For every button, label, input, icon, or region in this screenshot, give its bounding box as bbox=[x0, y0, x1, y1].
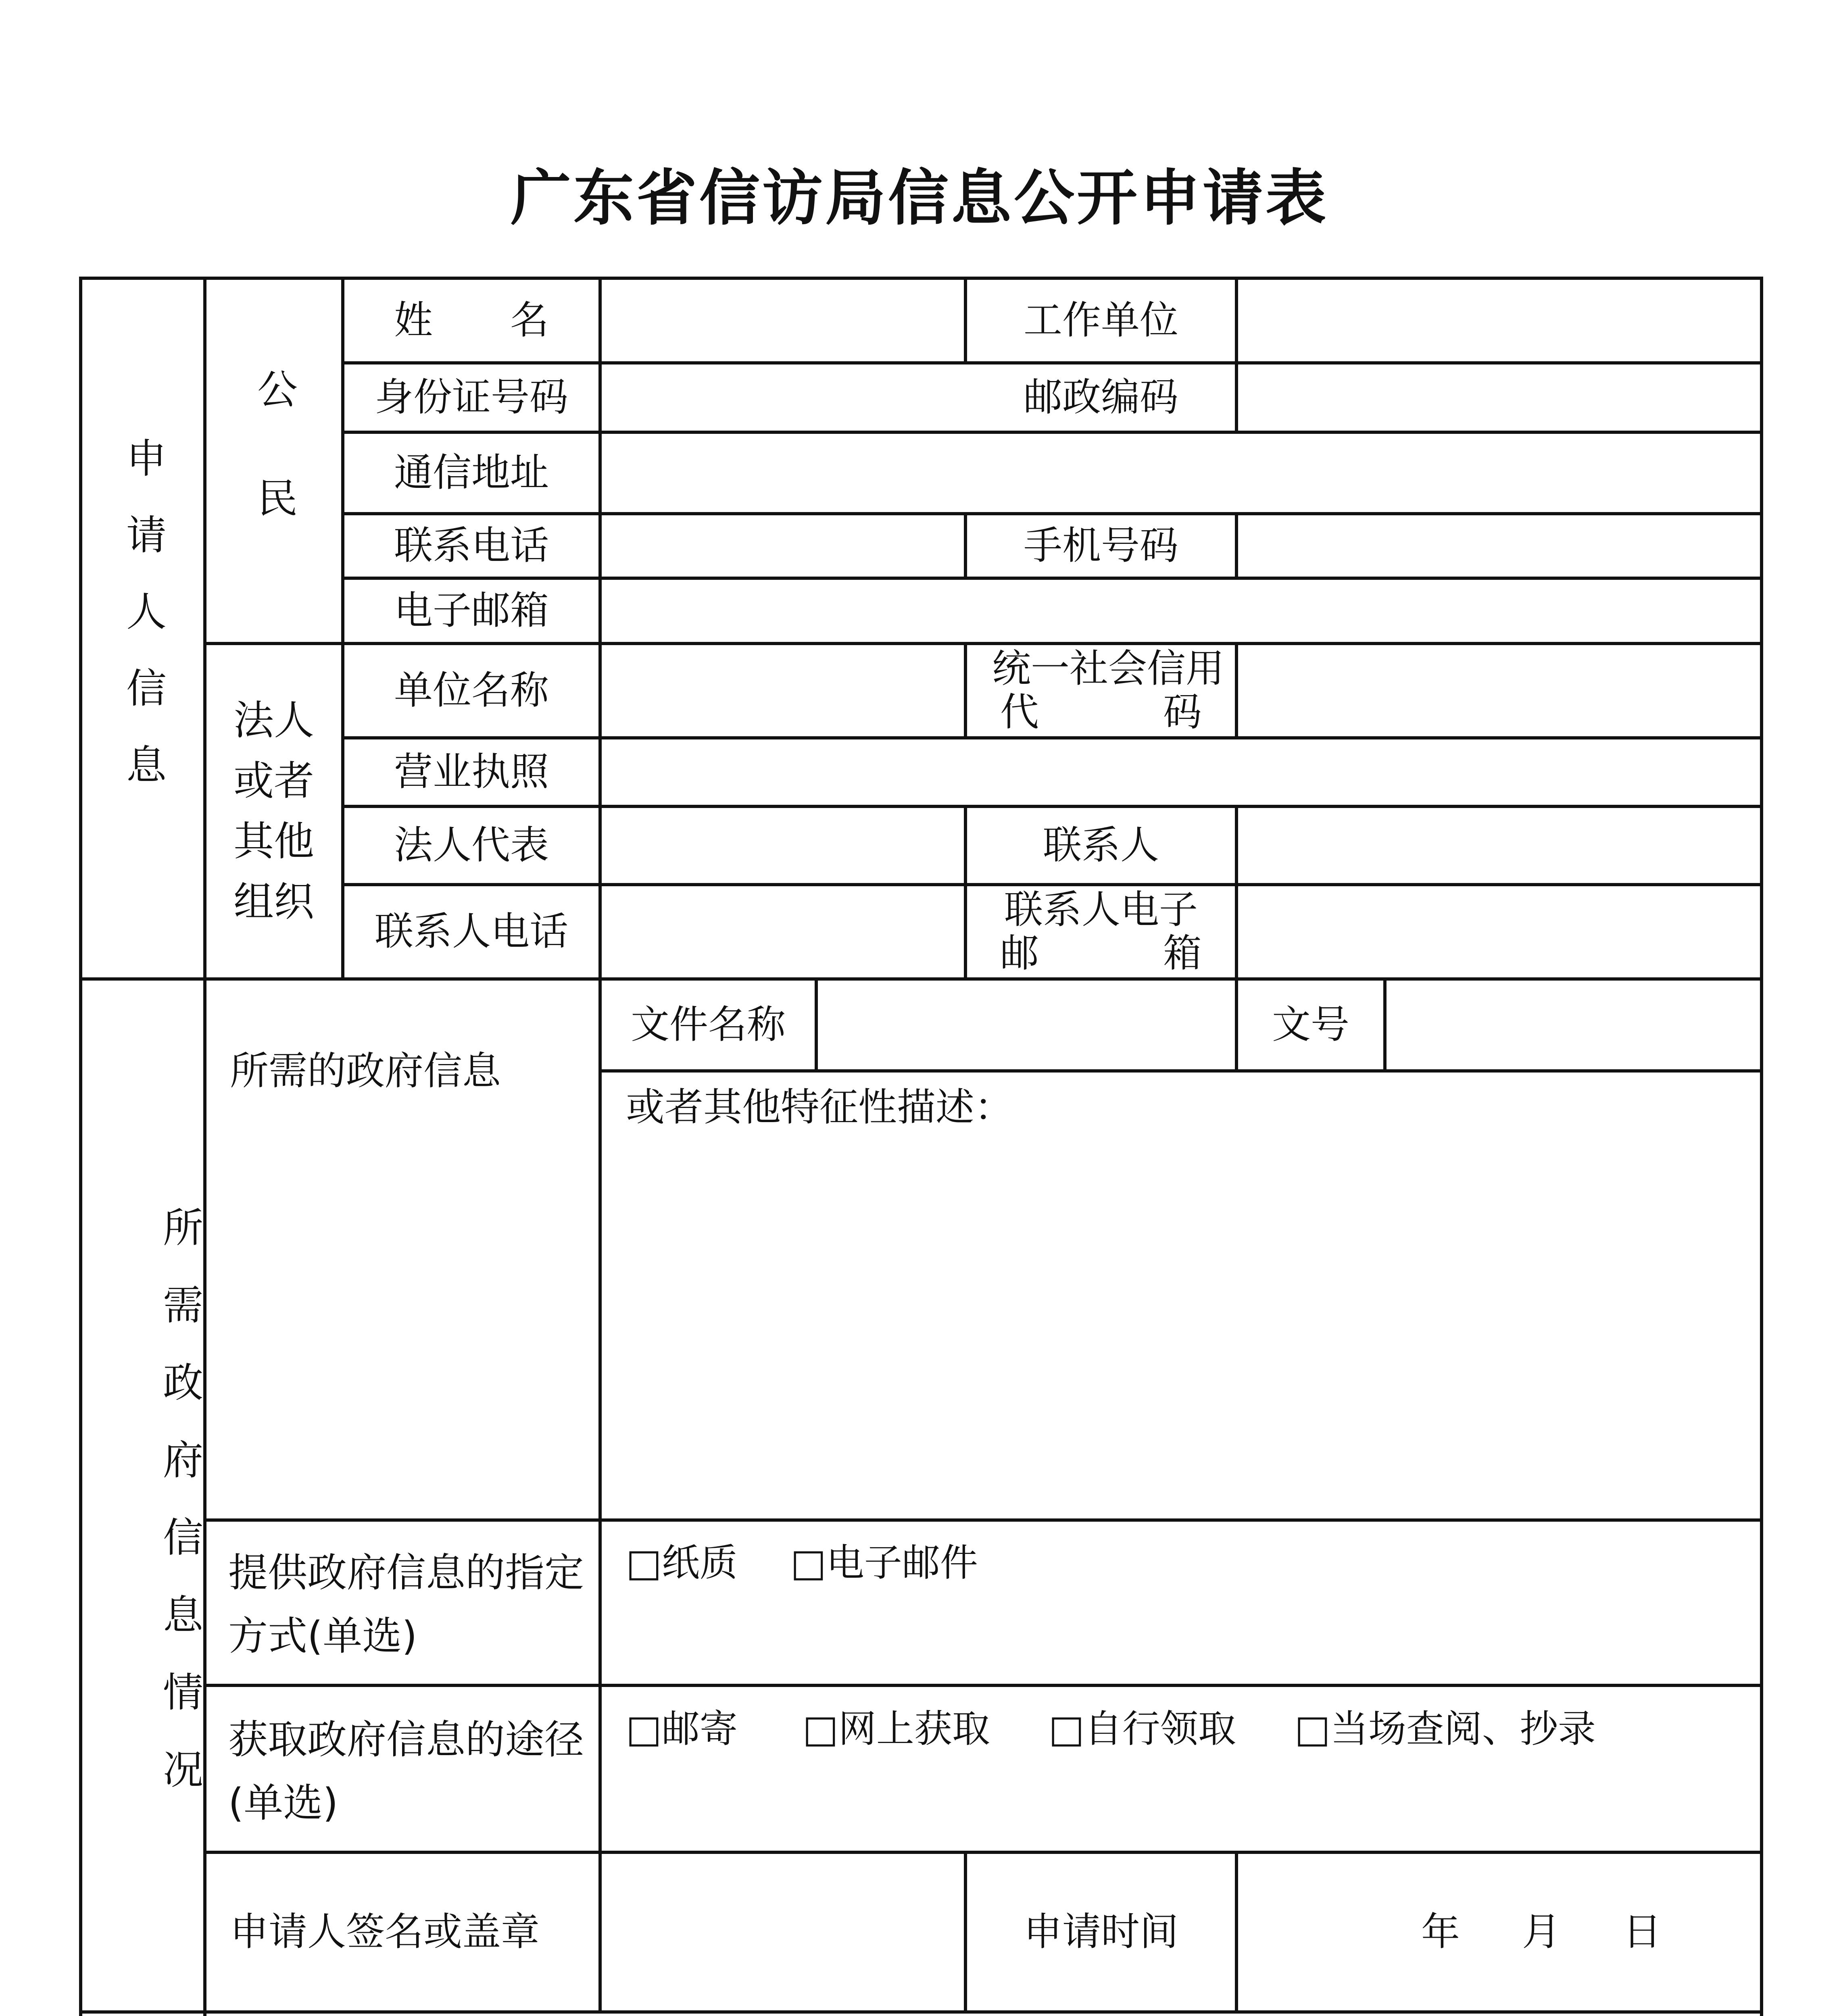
input-credit-code[interactable] bbox=[1238, 645, 1760, 736]
row-divider bbox=[341, 431, 1763, 434]
label-contact-phone: 联系人电话 bbox=[375, 909, 568, 954]
form-title: 广东省信访局信息公开申请表 bbox=[510, 162, 1328, 233]
label-apply-time: 申请时间 bbox=[1024, 1909, 1178, 1955]
input-contact-phone[interactable] bbox=[602, 886, 964, 977]
label-id-number: 身份证号码 bbox=[375, 375, 568, 420]
col-divider bbox=[964, 1851, 967, 2014]
input-id-number[interactable] bbox=[602, 364, 964, 431]
col-divider bbox=[964, 277, 967, 364]
label-name: 姓 名 bbox=[394, 298, 549, 343]
input-name[interactable] bbox=[602, 280, 964, 361]
label-email: 电子邮箱 bbox=[394, 588, 549, 633]
label-contact: 联系人 bbox=[1043, 823, 1159, 868]
label-credit-code bbox=[967, 645, 1235, 736]
table-border-right bbox=[1760, 277, 1763, 2016]
row-divider bbox=[341, 512, 1763, 515]
input-file-name[interactable] bbox=[818, 981, 1235, 1069]
input-other-description[interactable] bbox=[602, 1141, 1760, 1516]
input-phone[interactable] bbox=[602, 515, 964, 577]
date-day: 日 bbox=[1623, 1909, 1662, 1955]
label-postal-code: 邮政编码 bbox=[1024, 375, 1178, 420]
section-divider bbox=[79, 2010, 1763, 2014]
label-remarks bbox=[82, 2014, 203, 2016]
option-self-pickup[interactable]: □自行领取 bbox=[1049, 1707, 1236, 1751]
label-license: 营业执照 bbox=[394, 749, 549, 795]
input-work-unit[interactable] bbox=[1238, 280, 1760, 361]
input-license[interactable] bbox=[602, 739, 1760, 805]
col-divider bbox=[964, 642, 967, 739]
col-divider bbox=[203, 277, 206, 2016]
col-divider bbox=[1235, 805, 1238, 981]
input-contact[interactable] bbox=[1238, 808, 1760, 883]
label-required-info: 所需的政府信息 bbox=[230, 1048, 501, 1093]
table-border-top bbox=[79, 277, 1763, 280]
label-address: 通信地址 bbox=[394, 450, 549, 496]
col-divider bbox=[1235, 642, 1238, 739]
col-divider bbox=[341, 277, 344, 981]
input-mobile[interactable] bbox=[1238, 515, 1760, 577]
label-file-name: 文件名称 bbox=[631, 1002, 786, 1048]
date-month: 月 bbox=[1522, 1909, 1561, 1955]
label-credit-code-line2: 代 码 bbox=[1000, 689, 1202, 735]
label-phone: 联系电话 bbox=[394, 523, 549, 569]
label-work-unit: 工作单位 bbox=[1024, 298, 1178, 343]
row-divider bbox=[341, 736, 1763, 739]
row-divider bbox=[203, 1684, 1763, 1687]
label-delivery-method: 提供政府信息的指定方式(单选) bbox=[228, 1550, 584, 1659]
row-divider bbox=[341, 883, 1763, 886]
col-divider bbox=[1235, 1851, 1238, 2014]
row-divider bbox=[203, 1851, 1763, 1854]
option-online[interactable]: □网上获取 bbox=[803, 1707, 990, 1751]
input-contact-email[interactable] bbox=[1238, 886, 1760, 977]
col-divider bbox=[964, 805, 967, 981]
option-mail[interactable]: □邮寄 bbox=[626, 1707, 738, 1751]
row-divider bbox=[598, 1069, 1763, 1073]
input-apply-date[interactable] bbox=[1238, 1854, 1760, 2010]
col-divider bbox=[1235, 512, 1238, 580]
group-citizen: 公民 bbox=[250, 368, 298, 586]
label-contact-email bbox=[967, 886, 1235, 977]
group-org-line: 或者 bbox=[234, 757, 314, 804]
input-unit-name[interactable] bbox=[602, 645, 964, 736]
row-divider bbox=[203, 642, 1763, 645]
date-year: 年 bbox=[1421, 1909, 1460, 1955]
input-legal-rep[interactable] bbox=[602, 808, 964, 883]
label-credit-code-line1: 统一社会信用 bbox=[992, 646, 1224, 691]
option-email[interactable]: □电子邮件 bbox=[790, 1541, 978, 1585]
group-org-line: 法人 bbox=[234, 697, 314, 744]
label-other-description: 或者其他特征性描述： bbox=[626, 1085, 1013, 1130]
group-organization bbox=[206, 645, 341, 977]
row-divider bbox=[341, 805, 1763, 808]
section-required-info: 所需政府信息情况 bbox=[156, 1206, 203, 1826]
input-signature[interactable] bbox=[602, 1854, 964, 2010]
label-unit-name: 单位名称 bbox=[394, 668, 549, 713]
input-address[interactable] bbox=[602, 434, 1760, 512]
group-org-line: 其他 bbox=[234, 818, 314, 865]
table-border-left bbox=[79, 277, 82, 2016]
section-applicant-info: 申请人信息 bbox=[119, 437, 167, 820]
row-divider bbox=[341, 361, 1763, 364]
group-org-line: 组织 bbox=[234, 878, 314, 925]
label-contact-email-line2: 邮 箱 bbox=[1000, 931, 1202, 976]
input-doc-number[interactable] bbox=[1387, 981, 1760, 1069]
col-divider bbox=[1235, 277, 1238, 434]
col-divider bbox=[1235, 977, 1238, 1073]
col-divider bbox=[964, 512, 967, 580]
input-postal-code[interactable] bbox=[1238, 364, 1760, 431]
col-divider bbox=[1383, 977, 1387, 1073]
option-on-site[interactable]: □当场查阅、抄录 bbox=[1295, 1707, 1596, 1751]
label-obtain-method: 获取政府信息的途径(单选) bbox=[228, 1717, 584, 1826]
col-divider bbox=[598, 277, 602, 2014]
row-divider bbox=[203, 1518, 1763, 1522]
col-divider bbox=[815, 977, 818, 1073]
label-doc-number: 文号 bbox=[1272, 1002, 1349, 1048]
label-legal-rep: 法人代表 bbox=[394, 823, 549, 868]
label-mobile: 手机号码 bbox=[1024, 523, 1178, 569]
label-signature: 申请人签名或盖章 bbox=[230, 1909, 540, 1955]
input-email[interactable] bbox=[602, 580, 1760, 642]
row-divider bbox=[341, 577, 1763, 580]
option-paper[interactable]: □纸质 bbox=[626, 1541, 738, 1585]
section-divider bbox=[79, 977, 1763, 981]
label-contact-email-line1: 联系人电子 bbox=[1004, 887, 1198, 933]
